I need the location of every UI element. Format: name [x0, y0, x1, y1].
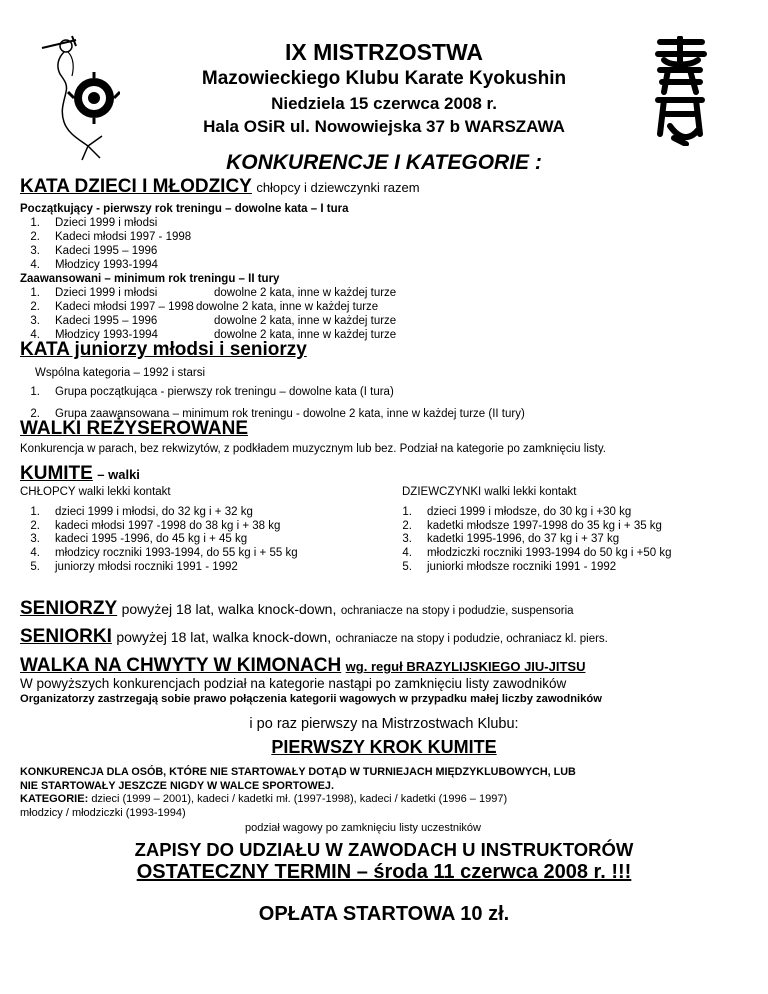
main-heading: KONKURENCJE I KATEGORIE : [226, 151, 542, 174]
seniorki-gear: ochraniacze na stopy i podudzie, ochraniacz kl. piers. [335, 633, 608, 645]
advanced-title: Zaawansowani – minimum rok treningu – II tury [20, 273, 280, 285]
deadline: OSTATECZNY TERMIN – środa 11 czerwca 2008 r. !!! [136, 861, 632, 883]
list-item: 3. Kadeci 1995 – 1996 [30, 245, 158, 257]
walka-chwyty-suffix: wg. reguł BRAZYLIJSKIEGO JIU-JITSU [345, 659, 586, 674]
list-item: 1. Dzieci 1999 i młodsi [30, 217, 158, 229]
club-name: Mazowieckiego Klubu Karate Kyokushin [201, 68, 567, 89]
list-item: 2. Kadeci młodsi 1997 – 1998 dowolne 2 kata, inne w każdej turze [30, 301, 379, 313]
seniorzy-desc: powyżej 18 lat, walka knock-down, [121, 601, 337, 617]
kumite-boys [20, 486, 298, 575]
seniorki-heading: SENIORKI [20, 626, 112, 647]
kata-kids-heading-row [20, 176, 420, 198]
seniorzy-gear: ochraniacze na stopy i podudzie, suspensoria [340, 605, 574, 617]
entry-fee: OPŁATA STARTOWA 10 zł. [258, 903, 510, 925]
walki-rez-desc: Konkurencja w parach, bez rekwizytów, z podkładem muzycznym lub bez. Podział na kategorie po zamknięciu listy. [20, 443, 606, 455]
seniorzy-heading: SENIORZY [20, 598, 118, 619]
list-item: 1. Dzieci 1999 i młodsi dowolne 2 kata, inne w każdej turze [30, 287, 397, 299]
categories-text: dzieci (1999 – 2001), kadeci / kadetki mł. (1997-1998), kadeci / kadetki (1996 – 1997) [91, 793, 508, 805]
list-item: 1. Grupa początkująca - pierwszy rok treningu – dowolne kata (I tura) [30, 386, 394, 398]
kata-kids-beginners [20, 202, 396, 342]
pierwszy-krok-line1: KONKURENCJA DLA OSÓB, KTÓRE NIE STARTOWAŁY DOTĄD W TURNIEJACH MIĘDZYKLUBOWYCH, LUB [20, 766, 576, 778]
list-item: 5. juniorki młodsze roczniki 1991 - 1992 [402, 560, 617, 573]
kata-juniors-list [20, 364, 525, 424]
organizers-note: Organizatorzy zastrzegają sobie prawo połączenia kategorii wagowych w przypadku małej liczby zawodników [20, 693, 602, 705]
beginners-title: Początkujący - pierwszy rok treningu – dowolne kata – I tura [20, 203, 349, 215]
pierwszy-krok-heading: PIERWSZY KROK KUMITE [271, 737, 497, 757]
list-item: 4. Młodzicy 1993-1994 dowolne 2 kata, inne w każdej turze [30, 329, 397, 341]
list-item: 4. Młodzicy 1993-1994 [30, 259, 158, 271]
list-item: 4. młodzicy roczniki 1993-1994, do 55 kg i + 55 kg [30, 547, 298, 560]
girls-title: DZIEWCZYNKI walki lekki kontakt [402, 486, 577, 498]
list-item: 2. Kadeci młodsi 1997 - 1998 [30, 231, 192, 243]
kumite-heading-suffix: – walki [97, 467, 140, 482]
seniorki-desc: powyżej 18 lat, walka knock-down, [116, 629, 332, 645]
list-item: 2. Grupa zaawansowana – minimum rok treningu - dowolne 2 kata, inne w każdej turze (II tury) [30, 408, 525, 420]
kata-juniors-heading: KATA juniorzy młodsi i seniorzy [20, 339, 307, 360]
list-item: 2. kadeci młodsi 1997 -1998 do 38 kg i + 38 kg [30, 519, 281, 532]
seniorzy-row [20, 598, 574, 620]
pierwszy-krok-desc [20, 766, 576, 793]
list-item: 4. młodziczki roczniki 1993-1994 do 50 kg i +50 kg [402, 547, 672, 560]
list-item: 3. kadetki 1995-1996, do 37 kg i + 37 kg [402, 533, 620, 546]
categories-label: KATEGORIE: [20, 793, 89, 805]
zapisy: ZAPISY DO UDZIAŁU W ZAWODACH U INSTRUKTORÓW [134, 839, 634, 860]
kata-kids-note: chłopcy i dziewczynki razem [256, 180, 420, 195]
pierwszy-krok-categories [20, 793, 507, 820]
list-item: 2. kadetki młodsze 1997-1998 do 35 kg i + 35 kg [402, 519, 662, 532]
list-item: 1. dzieci 1999 i młodsi, do 32 kg i + 32 kg [30, 505, 253, 518]
list-item: 3. Kadeci 1995 – 1996 dowolne 2 kata, inne w każdej turze [30, 315, 397, 327]
list-item: 3. kadeci 1995 -1996, do 45 kg i + 45 kg [30, 533, 248, 546]
pierwszy-krok-line2: NIE STARTOWAŁY JESZCZE NIGDY W WALCE SPORTOWEJ. [20, 779, 334, 792]
kumite-girls [392, 486, 672, 575]
walka-chwyty-row [20, 655, 585, 677]
event-date: Niedziela 15 czerwca 2008 r. [271, 94, 497, 113]
walki-rez-heading: WALKI REŻYSEROWANE [20, 418, 249, 439]
weights-note: podział wagowy po zamknięciu listy uczestników [245, 822, 481, 834]
first-time-note: i po raz pierwszy na Mistrzostwach Klubu: [249, 716, 519, 732]
walka-chwyty-heading: WALKA NA CHWYTY W KIMONACH [20, 655, 342, 676]
boys-title: CHŁOPCY walki lekki kontakt [20, 486, 171, 498]
event-venue: Hala OSiR ul. Nowowiejska 37 b WARSZAWA [203, 117, 565, 136]
kata-kids-heading: KATA DZIECI I MŁODZICY [20, 176, 252, 197]
list-item: 1. dzieci 1999 i młodsze, do 30 kg i +30 kg [402, 505, 632, 518]
categories-note: W powyższych konkurencjach podział na kategorie nastąpi po zamknięciu listy zawodników [20, 676, 567, 691]
seniorki-row [20, 626, 608, 648]
kumite-heading-row [20, 463, 140, 485]
categories-text2: młodzicy / młodziczki (1993-1994) [20, 806, 186, 819]
kumite-heading: KUMITE [20, 463, 93, 484]
common-category: Wspólna kategoria – 1992 i starsi [35, 367, 206, 379]
list-item: 5. juniorzy młodsi roczniki 1991 - 1992 [30, 560, 238, 573]
event-title: IX MISTRZOSTWA [284, 39, 484, 65]
